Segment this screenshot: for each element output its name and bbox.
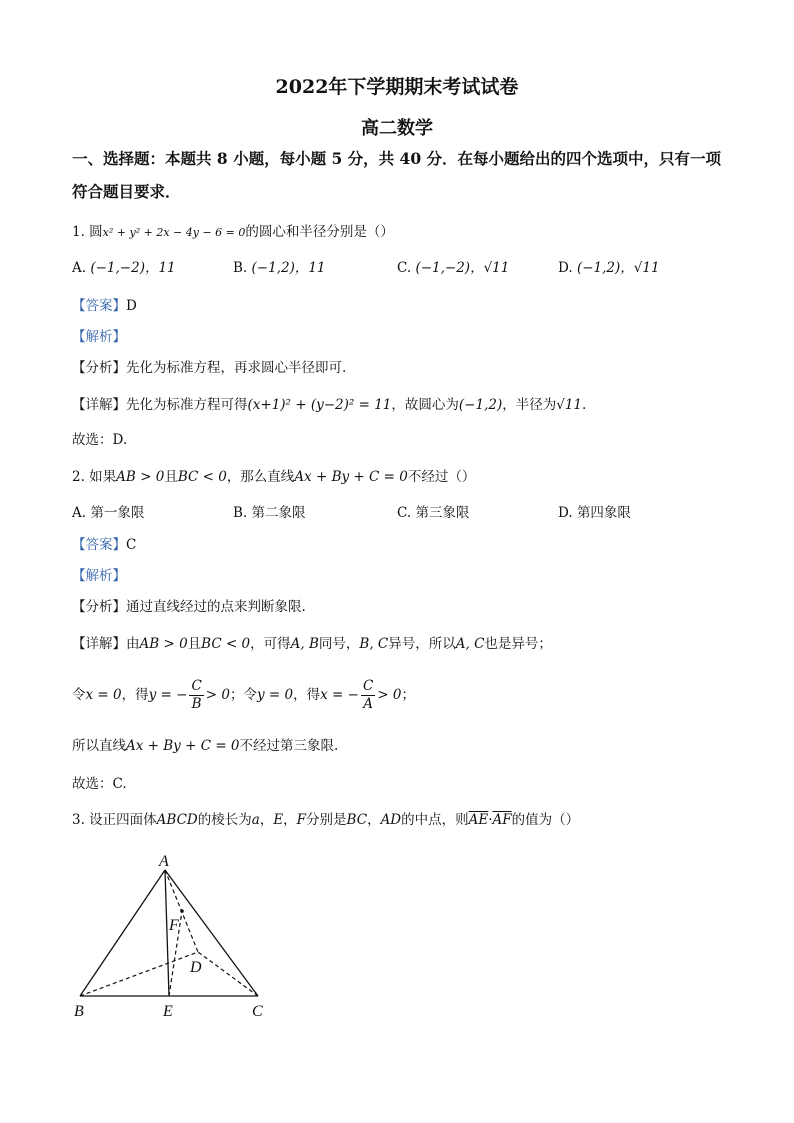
q1-option-d: D. (−1,2)，√11 bbox=[558, 260, 660, 276]
q1-option-a: A. (−1,−2)，11 bbox=[72, 260, 176, 276]
q1-analysis: 【分析】先化为标准方程，再求圆心半径即可. bbox=[72, 360, 347, 376]
fraction-c-over-a: $\frac{C}{A}$ bbox=[362, 678, 374, 712]
vector-ae: $\overline{AE}$ bbox=[468, 812, 489, 828]
edge-ab bbox=[80, 870, 165, 996]
question-1-stem: 1. 圆x² + y² + 2x − 4y − 6 = 0的圆心和半径分别是（） bbox=[72, 224, 394, 240]
q1-option-c: C. (−1,−2)，√11 bbox=[397, 260, 510, 276]
q2-analysis: 【分析】通过直线经过的点来判断象限. bbox=[72, 599, 306, 615]
q2-option-b: B. 第二象限 bbox=[233, 505, 306, 521]
q1-jiexi bbox=[72, 327, 126, 347]
answer-tag: 【答案】 bbox=[72, 298, 126, 314]
fenxi-tag: 【分析】 bbox=[72, 360, 126, 376]
jiexi-tag: 【解析】 bbox=[72, 329, 126, 345]
q1-option-b: B. (−1,2)，11 bbox=[233, 260, 326, 276]
question-3-stem: 3. 设正四面体ABCD的棱长为a，E，F分别是BC，AD的中点，则$\overline{AE}\cdot\overline{AF}$的值为（） bbox=[72, 812, 580, 828]
q2-choice: 故选：C. bbox=[72, 776, 127, 792]
label-c: C bbox=[252, 1003, 263, 1020]
q1-choice: 故选：D. bbox=[72, 432, 128, 448]
q2-let-line: 令x = 0，得y = − $\frac{C}{B}$ > 0；令y = 0，得x = − $\frac{C}{A}$ > 0； bbox=[72, 678, 415, 712]
q2-detail: 【详解】由AB > 0且BC < 0，可得A, B同号，B, C异号，所以A, C也是异号； bbox=[72, 636, 552, 652]
question-2-stem: 2. 如果AB > 0且BC < 0，那么直线Ax + By + C = 0不经过（） bbox=[72, 469, 476, 485]
label-d: D bbox=[190, 959, 202, 976]
label-e: E bbox=[163, 1003, 173, 1020]
edge-bd bbox=[80, 952, 198, 996]
q1-detail: 【详解】先化为标准方程可得(x+1)² + (y−2)² = 11，故圆心为(−1,2)，半径为√11. bbox=[72, 397, 587, 413]
jiexi-tag: 【解析】 bbox=[72, 568, 126, 584]
q2-option-d: D. 第四象限 bbox=[558, 505, 631, 521]
fraction-c-over-b: $\frac{C}{B}$ bbox=[191, 678, 202, 712]
edge-cd bbox=[198, 952, 258, 996]
q2-answer: 【答案】C bbox=[72, 537, 137, 553]
page-title: 2022年下学期期末考试试卷 bbox=[275, 76, 519, 98]
q2-conclusion: 所以直线Ax + By + C = 0不经过第三象限. bbox=[72, 738, 339, 754]
xiangjie-tag: 【详解】 bbox=[72, 636, 126, 652]
section-heading: 一、选择题：本题共 8 小题，每小题 5 分，共 40 分．在每小题给出的四个选项中，只有一项符合题目要求． bbox=[72, 149, 722, 201]
q2-option-a: A. 第一象限 bbox=[72, 505, 145, 521]
xiangjie-tag: 【详解】 bbox=[72, 397, 126, 413]
q2-option-c: C. 第三象限 bbox=[397, 505, 470, 521]
tetrahedron-figure bbox=[66, 846, 286, 1026]
point-f bbox=[180, 909, 184, 913]
label-a: A bbox=[159, 853, 169, 870]
answer-tag: 【答案】 bbox=[72, 537, 126, 553]
page-subtitle: 高二数学 bbox=[361, 118, 433, 139]
q1-answer: 【答案】D bbox=[72, 298, 137, 314]
label-f: F bbox=[169, 917, 179, 934]
q1-equation: x² + y² + 2x − 4y − 6 = 0 bbox=[102, 226, 246, 239]
q2-jiexi bbox=[72, 566, 126, 586]
vector-af: $\overline{AF}$ bbox=[492, 812, 512, 828]
label-b: B bbox=[74, 1003, 84, 1020]
fenxi-tag: 【分析】 bbox=[72, 599, 126, 615]
